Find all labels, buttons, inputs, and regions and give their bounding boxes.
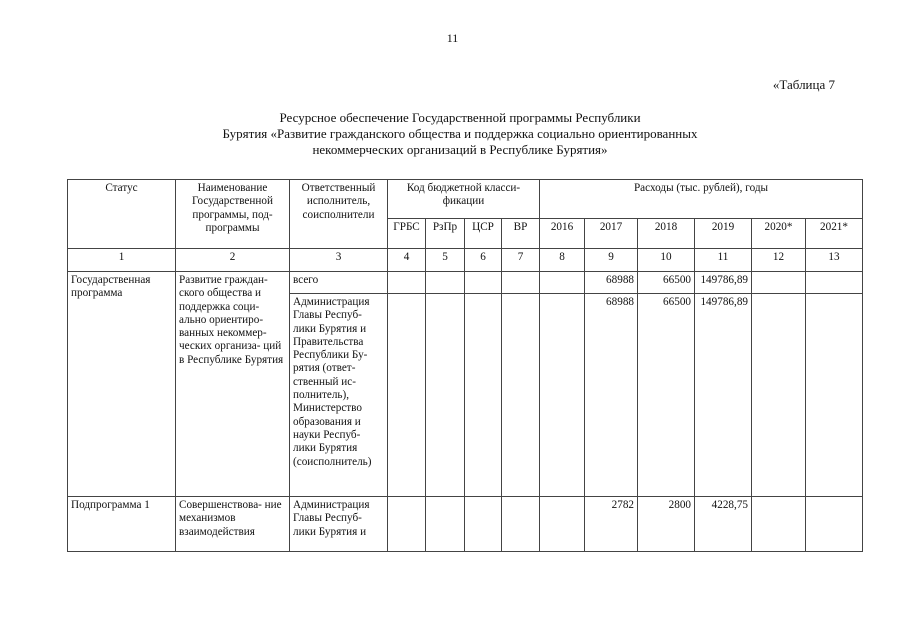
cell-value: [806, 294, 863, 497]
page-number: 11: [446, 31, 459, 45]
table-row: [68, 497, 863, 552]
cell-value: 2782: [585, 497, 638, 552]
column-number-row: [68, 249, 863, 272]
cell-rzpr: [426, 497, 465, 552]
header-year: 2020*: [752, 219, 806, 249]
header-status: Статус: [68, 180, 176, 249]
column-number: 9: [585, 249, 638, 272]
row-responsible: Администрация Главы Респуб- лики Бурятия и: [290, 497, 388, 552]
cell-value: [540, 497, 585, 552]
cell-value: 2800: [638, 497, 695, 552]
header-year: 2016: [540, 219, 585, 249]
cell-value: [540, 272, 585, 294]
cell-rzpr: [426, 294, 465, 497]
document-title: [140, 110, 780, 158]
resource-table: [67, 179, 863, 552]
header-responsible: Ответственный исполнитель, соисполнители: [290, 180, 388, 249]
cell-value: [540, 294, 585, 497]
title-line: некоммерческих организаций в Республике Бурятия»: [312, 142, 608, 157]
table-caption: «Таблица 7: [772, 77, 835, 92]
cell-value: 68988: [585, 272, 638, 294]
cell-vr: [502, 497, 540, 552]
cell-value: [806, 497, 863, 552]
header-rzpr: РзПр: [426, 219, 465, 249]
row-responsible: всего: [290, 272, 388, 294]
row-name: Совершенствова- ние механизмов взаимодействия: [176, 497, 290, 552]
title-line: Бурятия «Развитие гражданского общества и поддержка социально ориентированных: [222, 126, 698, 141]
cell-value: 68988: [585, 294, 638, 497]
cell-csr: [465, 497, 502, 552]
row-responsible: Администрация Главы Респуб- лики Бурятия и Правительства Республики Бу- рятия (ответ- ственный ис- полнитель), Министерство образования и науки Респуб- лики Бурятия (соисполнитель): [290, 294, 388, 497]
column-number: 5: [426, 249, 465, 272]
column-number: 10: [638, 249, 695, 272]
header-csr: ЦСР: [465, 219, 502, 249]
cell-value: [752, 272, 806, 294]
cell-value: 66500: [638, 272, 695, 294]
cell-value: [806, 272, 863, 294]
column-number: 1: [68, 249, 176, 272]
cell-grbs: [388, 497, 426, 552]
header-budget-code: Код бюджетной класси- фикации: [388, 180, 540, 219]
column-number: 4: [388, 249, 426, 272]
column-number: 13: [806, 249, 863, 272]
row-status: Государственная программа: [68, 272, 176, 497]
cell-csr: [465, 294, 502, 497]
column-number: 12: [752, 249, 806, 272]
cell-csr: [465, 272, 502, 294]
header-year: 2018: [638, 219, 695, 249]
cell-grbs: [388, 272, 426, 294]
cell-vr: [502, 294, 540, 497]
row-status: Подпрограмма 1: [68, 497, 176, 552]
cell-grbs: [388, 294, 426, 497]
cell-value: 149786,89: [695, 272, 752, 294]
cell-value: 4228,75: [695, 497, 752, 552]
cell-value: [752, 294, 806, 497]
cell-value: 149786,89: [695, 294, 752, 497]
column-number: 8: [540, 249, 585, 272]
column-number: 11: [695, 249, 752, 272]
cell-value: 66500: [638, 294, 695, 497]
column-number: 2: [176, 249, 290, 272]
column-number: 7: [502, 249, 540, 272]
title-line: Ресурсное обеспечение Государственной программы Республики: [279, 110, 641, 125]
column-number: 3: [290, 249, 388, 272]
cell-vr: [502, 272, 540, 294]
column-number: 6: [465, 249, 502, 272]
header-year: 2021*: [806, 219, 863, 249]
header-year: 2019: [695, 219, 752, 249]
cell-rzpr: [426, 272, 465, 294]
row-name: Развитие граждан- ского общества и поддержка соци- ально ориентиро- ванных некоммер- ческих организа- ций в Республике Бурятия: [176, 272, 290, 497]
header-name: Наименование Государственной программы, под- программы: [176, 180, 290, 249]
header-year: 2017: [585, 219, 638, 249]
cell-value: [752, 497, 806, 552]
header-vr: ВР: [502, 219, 540, 249]
table-row: [68, 272, 863, 294]
header-grbs: ГРБС: [388, 219, 426, 249]
header-expenses: Расходы (тыс. рублей), годы: [540, 180, 863, 219]
